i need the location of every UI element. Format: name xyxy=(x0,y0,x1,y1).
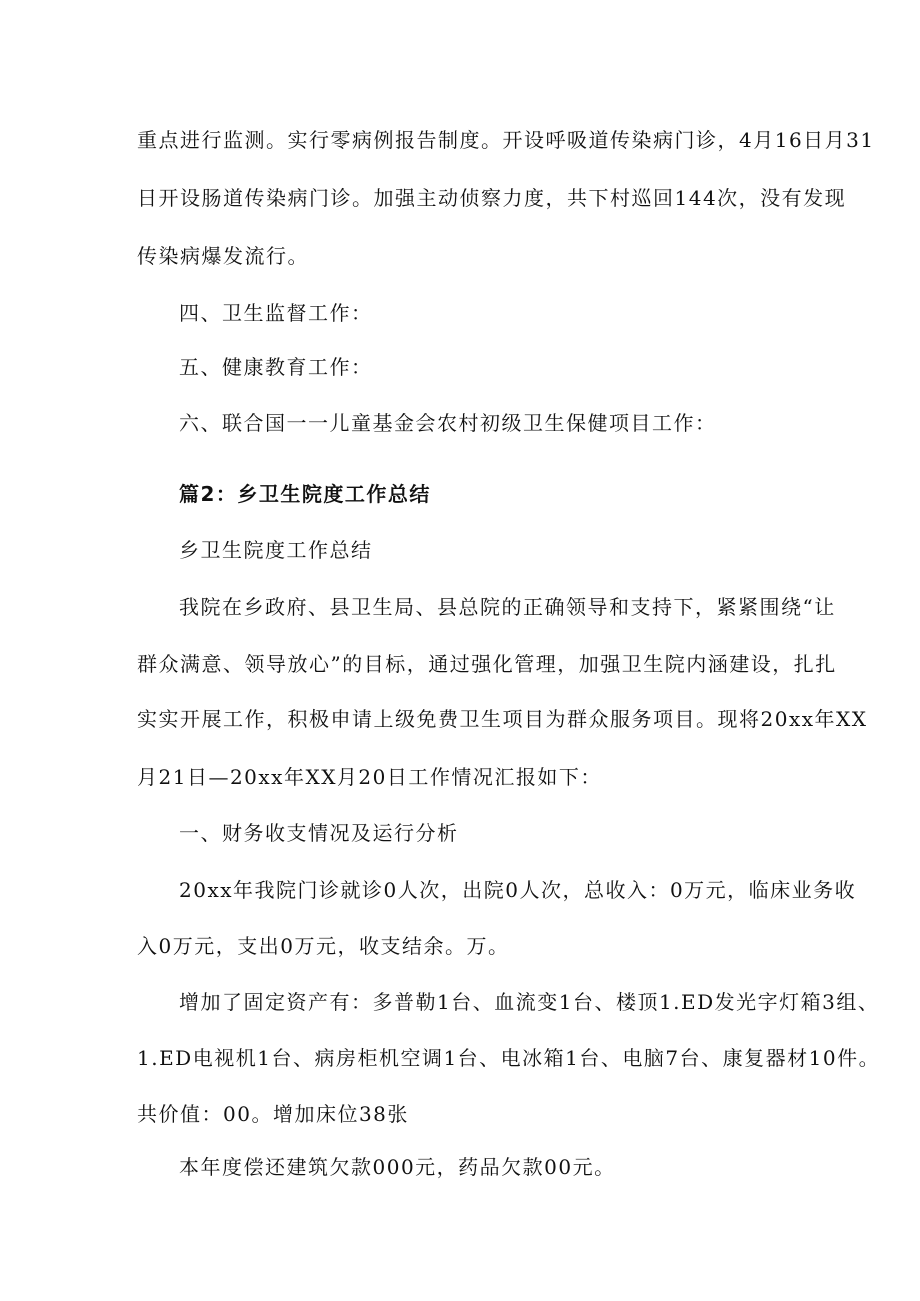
body-line-2: 日开设肠道传染病门诊。加强主动侦察力度，共下村巡回144次，没有发现 xyxy=(137,186,847,210)
intro-line-2: 群众满意、领导放心”的目标，通过强化管理，加强卫生院内涵建设，扎扎 xyxy=(137,652,837,676)
body-line-1: 重点进行监测。实行零病例报告制度。开设呼吸道传染病门诊，4月16日月31 xyxy=(137,128,875,152)
section-1-heading: 一、财务收支情况及运行分析 xyxy=(179,821,459,845)
intro-line-1: 我院在乡政府、县卫生局、县总院的正确领导和支持下，紧紧围绕“让 xyxy=(179,595,836,619)
assets-line-3: 共价值：00。增加床位38张 xyxy=(137,1102,409,1126)
finance-line-1: 20xx年我院门诊就诊0人次，出院0人次，总收入：0万元，临床业务收 xyxy=(179,878,857,902)
intro-line-3: 实实开展工作，积极申请上级免费卫生项目为群众服务项目。现将20xx年XX xyxy=(137,707,868,731)
article-subtitle: 乡卫生院度工作总结 xyxy=(179,538,373,562)
section-5-heading: 五、健康教育工作： xyxy=(179,355,373,379)
finance-line-2: 入0万元，支出0万元，收支结余。万。 xyxy=(137,934,510,958)
debt-line: 本年度偿还建筑欠款000元，药品欠款00元。 xyxy=(179,1155,616,1179)
body-line-3: 传染病爆发流行。 xyxy=(137,244,309,268)
section-6-heading: 六、联合国一一儿童基金会农村初级卫生保健项目工作： xyxy=(179,411,717,435)
assets-line-1: 增加了固定资产有：多普勒1台、血流变1台、楼顶1.ED发光字灯箱3组、 xyxy=(179,990,880,1014)
article-2-title: 篇2：乡卫生院度工作总结 xyxy=(179,482,431,506)
assets-line-2: 1.ED电视机1台、病房柜机空调1台、电冰箱1台、电脑7台、康复器材10件。 xyxy=(137,1046,881,1070)
section-4-heading: 四、卫生监督工作： xyxy=(179,301,373,325)
intro-line-4: 月21日—20xx年XX月20日工作情况汇报如下： xyxy=(137,765,602,789)
